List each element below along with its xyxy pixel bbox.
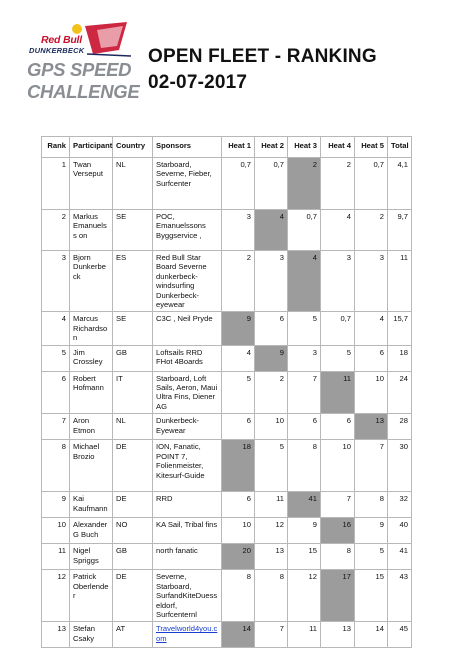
table-row <box>42 518 412 544</box>
heat-4-cell: 0,7 <box>321 312 355 345</box>
heat-3-cell: 3 <box>288 345 321 371</box>
heat-4-cell: 13 <box>321 622 355 648</box>
heat-1-cell: 20 <box>222 544 255 570</box>
heat-2-cell: 10 <box>255 414 288 440</box>
heat-2-cell: 12 <box>255 518 288 544</box>
heat-5-cell: 2 <box>355 210 388 251</box>
country-cell: SE <box>113 210 153 251</box>
rank-cell: 10 <box>42 518 70 544</box>
heat-4-cell: 16 <box>321 518 355 544</box>
participant-cell: Twan Verseput <box>70 158 113 210</box>
rank-cell: 6 <box>42 371 70 414</box>
table-row <box>42 371 412 414</box>
country-cell: DE <box>113 440 153 492</box>
sponsors-cell: Severne, Starboard, SurfandKiteDuesseldorf, Surfcenternl <box>153 570 222 622</box>
sponsors-cell: ION, Fanatic, POINT 7, Folienmeister, Kitesurf-Guide <box>153 440 222 492</box>
rank-cell: 5 <box>42 345 70 371</box>
heat-5-cell: 0,7 <box>355 158 388 210</box>
sponsors-cell: RRD <box>153 492 222 518</box>
sponsors-cell: Loftsails RRD FHot 4Boards <box>153 345 222 371</box>
country-cell: AT <box>113 622 153 648</box>
header-heat-1: Heat 1 <box>222 137 255 158</box>
total-cell: 24 <box>388 371 412 414</box>
heat-5-cell: 6 <box>355 345 388 371</box>
heat-1-cell: 3 <box>222 210 255 251</box>
total-cell: 15,7 <box>388 312 412 345</box>
total-cell: 28 <box>388 414 412 440</box>
heat-1-cell: 4 <box>222 345 255 371</box>
total-cell: 43 <box>388 570 412 622</box>
rank-cell: 13 <box>42 622 70 648</box>
rank-cell: 9 <box>42 492 70 518</box>
heat-2-cell: 4 <box>255 210 288 251</box>
participant-cell: Nigel Spriggs <box>70 544 113 570</box>
heat-3-cell: 6 <box>288 414 321 440</box>
country-cell: GB <box>113 345 153 371</box>
heat-5-cell: 9 <box>355 518 388 544</box>
participant-cell: Michael Brozio <box>70 440 113 492</box>
country-cell: NL <box>113 414 153 440</box>
header-heat-2: Heat 2 <box>255 137 288 158</box>
participant-cell: Bjorn Dunkerbeck <box>70 251 113 312</box>
total-cell: 4,1 <box>388 158 412 210</box>
rank-cell: 2 <box>42 210 70 251</box>
participant-cell: Alexander G Buch <box>70 518 113 544</box>
country-cell: NO <box>113 518 153 544</box>
participant-cell: Kai Kaufmann <box>70 492 113 518</box>
sponsors-cell: Dunkerbeck-Eyewear <box>153 414 222 440</box>
heat-3-cell: 15 <box>288 544 321 570</box>
header-rank: Rank <box>42 137 70 158</box>
heat-5-cell: 14 <box>355 622 388 648</box>
logo-line1: GPS SPEED <box>27 59 132 80</box>
heat-4-cell: 6 <box>321 414 355 440</box>
heat-1-cell: 18 <box>222 440 255 492</box>
participant-cell: Patrick Oberlender <box>70 570 113 622</box>
heat-3-cell: 9 <box>288 518 321 544</box>
heat-3-cell: 2 <box>288 158 321 210</box>
heat-5-cell: 10 <box>355 371 388 414</box>
heat-1-cell: 6 <box>222 414 255 440</box>
participant-cell: Markus Emanuelss on <box>70 210 113 251</box>
rank-cell: 12 <box>42 570 70 622</box>
heat-5-cell: 4 <box>355 312 388 345</box>
table-row <box>42 312 412 345</box>
participant-cell: Stefan Csaky <box>70 622 113 648</box>
heat-1-cell: 5 <box>222 371 255 414</box>
rank-cell: 3 <box>42 251 70 312</box>
header-heat-3: Heat 3 <box>288 137 321 158</box>
sponsors-cell: Starboard, Loft Sails, Aeron, Maui Ultra Fins, Diener AG <box>153 371 222 414</box>
header-sponsors: Sponsors <box>153 137 222 158</box>
table-row <box>42 345 412 371</box>
logo-brand-line2: DUNKERBECK <box>29 46 85 55</box>
participant-cell: Aron Etmon <box>70 414 113 440</box>
table-row <box>42 492 412 518</box>
heat-5-cell: 8 <box>355 492 388 518</box>
heat-5-cell: 13 <box>355 414 388 440</box>
table-row <box>42 622 412 648</box>
total-cell: 40 <box>388 518 412 544</box>
heat-3-cell: 11 <box>288 622 321 648</box>
heat-2-cell: 6 <box>255 312 288 345</box>
heat-4-cell: 3 <box>321 251 355 312</box>
sponsors-cell: north fanatic <box>153 544 222 570</box>
sponsors-cell: KA Sail, Tribal fins <box>153 518 222 544</box>
total-cell: 11 <box>388 251 412 312</box>
event-logo <box>27 20 140 104</box>
heat-2-cell: 3 <box>255 251 288 312</box>
rank-cell: 11 <box>42 544 70 570</box>
heat-5-cell: 3 <box>355 251 388 312</box>
heat-3-cell: 0,7 <box>288 210 321 251</box>
participant-cell: Robert Hofmann <box>70 371 113 414</box>
participant-cell: Marcus Richardson <box>70 312 113 345</box>
page-date: 02-07-2017 <box>148 72 248 93</box>
heat-5-cell: 5 <box>355 544 388 570</box>
sponsor-link[interactable]: Travelworld4you.com <box>153 622 222 648</box>
heat-3-cell: 4 <box>288 251 321 312</box>
table-row <box>42 440 412 492</box>
total-cell: 18 <box>388 345 412 371</box>
heat-2-cell: 13 <box>255 544 288 570</box>
heat-4-cell: 4 <box>321 210 355 251</box>
header-total: Total <box>388 137 412 158</box>
heat-2-cell: 0,7 <box>255 158 288 210</box>
heat-3-cell: 41 <box>288 492 321 518</box>
country-cell: DE <box>113 570 153 622</box>
heat-4-cell: 17 <box>321 570 355 622</box>
rank-cell: 1 <box>42 158 70 210</box>
heat-2-cell: 8 <box>255 570 288 622</box>
country-cell: NL <box>113 158 153 210</box>
logo-line2: CHALLENGE <box>27 81 140 102</box>
heat-1-cell: 14 <box>222 622 255 648</box>
table-body <box>42 158 412 648</box>
heat-2-cell: 9 <box>255 345 288 371</box>
header-heat-4: Heat 4 <box>321 137 355 158</box>
rank-cell: 8 <box>42 440 70 492</box>
header-country: Country <box>113 137 153 158</box>
sponsors-cell: POC, Emanuelssons Byggservice , <box>153 210 222 251</box>
sponsors-cell: C3C , Neil Pryde <box>153 312 222 345</box>
heat-1-cell: 10 <box>222 518 255 544</box>
table-row <box>42 251 412 312</box>
total-cell: 32 <box>388 492 412 518</box>
ranking-table <box>41 136 412 648</box>
heat-3-cell: 5 <box>288 312 321 345</box>
heat-5-cell: 7 <box>355 440 388 492</box>
heat-3-cell: 12 <box>288 570 321 622</box>
country-cell: SE <box>113 312 153 345</box>
heat-3-cell: 7 <box>288 371 321 414</box>
country-cell: IT <box>113 371 153 414</box>
heat-1-cell: 2 <box>222 251 255 312</box>
heat-3-cell: 8 <box>288 440 321 492</box>
sponsors-cell: Red Bull Star Board Severne dunkerbeck-windsurfing Dunkerbeck-eyewear <box>153 251 222 312</box>
rank-cell: 4 <box>42 312 70 345</box>
table-row <box>42 158 412 210</box>
heat-4-cell: 7 <box>321 492 355 518</box>
heat-4-cell: 2 <box>321 158 355 210</box>
heat-2-cell: 7 <box>255 622 288 648</box>
heat-5-cell: 15 <box>355 570 388 622</box>
heat-4-cell: 11 <box>321 371 355 414</box>
country-cell: DE <box>113 492 153 518</box>
total-cell: 30 <box>388 440 412 492</box>
heat-4-cell: 8 <box>321 544 355 570</box>
heat-1-cell: 0,7 <box>222 158 255 210</box>
page-title: OPEN FLEET - RANKING <box>148 46 377 67</box>
heat-1-cell: 6 <box>222 492 255 518</box>
heat-2-cell: 2 <box>255 371 288 414</box>
logo-brand-line1: Red Bull <box>41 34 82 46</box>
rank-cell: 7 <box>42 414 70 440</box>
heat-2-cell: 5 <box>255 440 288 492</box>
country-cell: GB <box>113 544 153 570</box>
sponsors-cell: Starboard, Severne, Fieber, Surfcenter <box>153 158 222 210</box>
table-row <box>42 210 412 251</box>
table-row <box>42 544 412 570</box>
heat-4-cell: 5 <box>321 345 355 371</box>
table-row <box>42 570 412 622</box>
table-row <box>42 414 412 440</box>
country-cell: ES <box>113 251 153 312</box>
participant-cell: Jim Crossley <box>70 345 113 371</box>
header-participant: Participant <box>70 137 113 158</box>
heat-2-cell: 11 <box>255 492 288 518</box>
heat-1-cell: 9 <box>222 312 255 345</box>
total-cell: 45 <box>388 622 412 648</box>
total-cell: 9,7 <box>388 210 412 251</box>
total-cell: 41 <box>388 544 412 570</box>
table-header-row <box>42 137 412 158</box>
heat-1-cell: 8 <box>222 570 255 622</box>
heat-4-cell: 10 <box>321 440 355 492</box>
header-heat-5: Heat 5 <box>355 137 388 158</box>
